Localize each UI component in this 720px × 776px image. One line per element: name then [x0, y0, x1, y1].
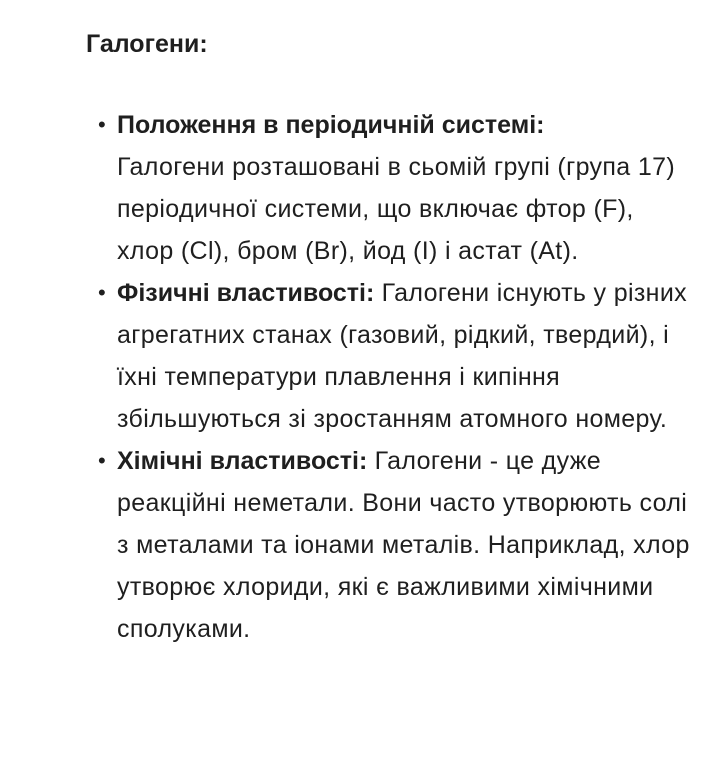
bullet-icon: •	[98, 280, 107, 305]
item-text: Галогени розташовані в сьомій групі (група 17) періодичної системи, що включає фтор (F), хлор (Cl), бром (Br), йод (I) і астат (At).	[117, 153, 676, 265]
item-text: Галогени - це дуже реакційні неметали. Вони часто утворюють солі з металами та іонами металів. Наприклад, хлор утворює хлориди, які є важливими хімічними сполуками.	[117, 447, 690, 643]
item-term: Положення в періодичній системі:	[117, 111, 545, 139]
halogen-properties-list	[0, 104, 720, 650]
item-text: Галогени існують у різних агрегатних станах (газовий, рідкий, твердий), і їхні температури плавлення і кипіння збільшуються зі зростанням атомного номеру.	[117, 279, 687, 433]
list-item-physical	[0, 272, 720, 440]
bullet-icon: •	[98, 448, 107, 473]
list-item-position	[0, 104, 720, 272]
item-term: Хімічні властивості:	[117, 447, 368, 475]
list-item-chemical	[0, 440, 720, 650]
section-heading: Галогени:	[86, 30, 208, 58]
bullet-icon: •	[98, 112, 107, 137]
item-term: Фізичні властивості:	[117, 279, 375, 307]
